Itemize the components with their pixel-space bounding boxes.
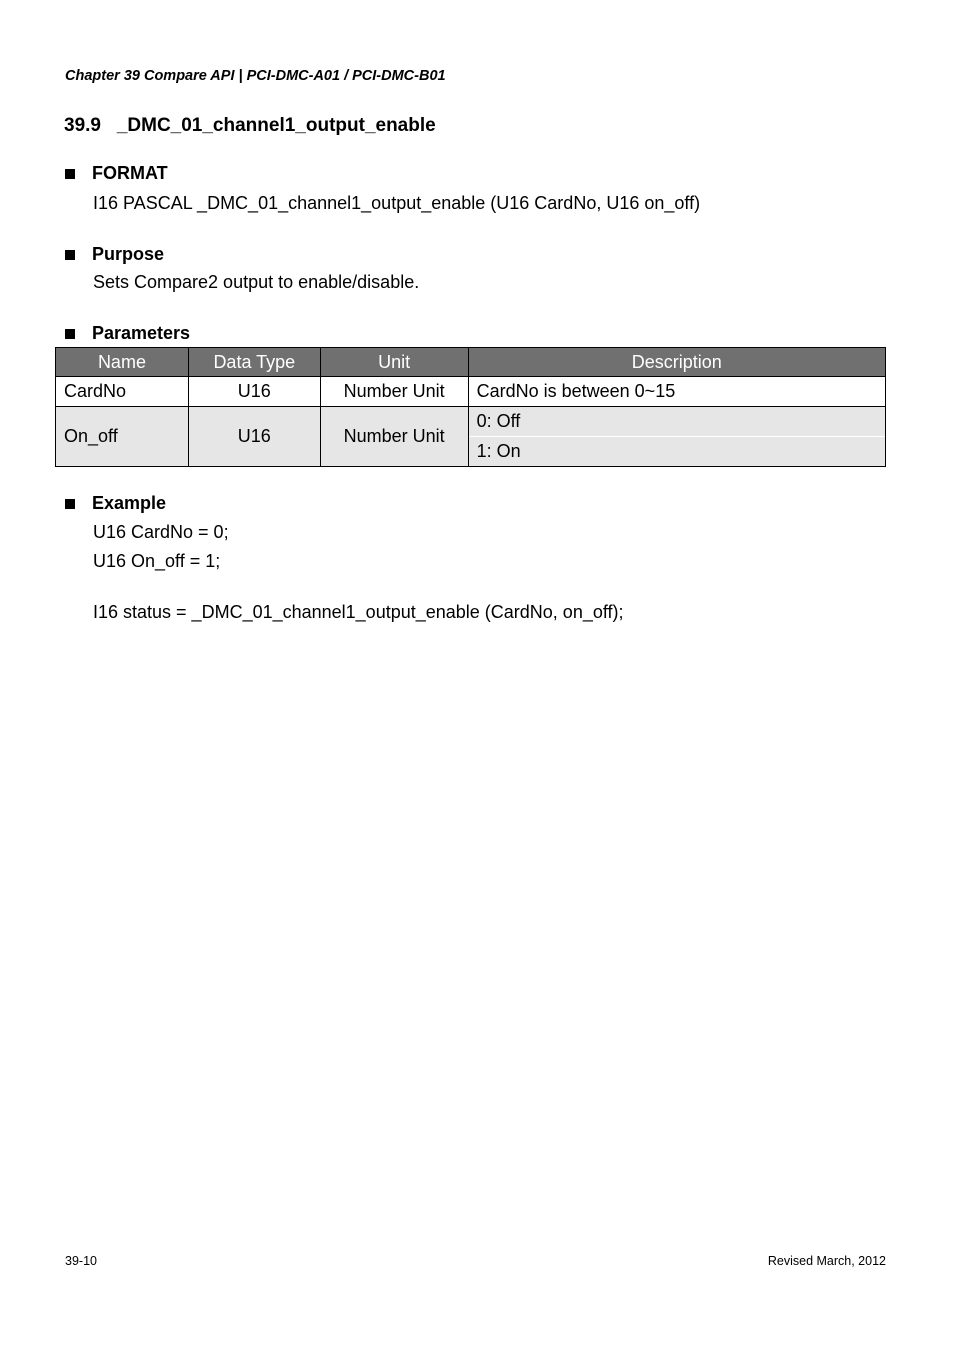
format-heading-label: FORMAT (92, 163, 168, 183)
example-heading-label: Example (92, 493, 167, 513)
param-description (468, 407, 885, 467)
chapter-header: Chapter 39 Compare API | PCI-DMC-A01 / PCI-DMC-B01 (65, 68, 446, 84)
param-unit: Number Unit (320, 377, 468, 407)
param-name: On_off (56, 407, 189, 467)
parameters-heading-label: Parameters (92, 323, 191, 343)
param-unit: Number Unit (320, 407, 468, 467)
example-call-line: I16 status = _DMC_01_channel1_output_enable (CardNo, on_off); (93, 602, 624, 622)
param-description: CardNo is between 0~15 (468, 377, 885, 407)
section-title (64, 115, 436, 137)
purpose-heading (65, 244, 164, 265)
table-header-row (56, 348, 886, 377)
column-header-name: Name (56, 348, 189, 377)
purpose-text: Sets Compare2 output to enable/disable. (93, 272, 420, 292)
table-row (56, 377, 886, 407)
param-description-line: 0: Off (476, 411, 521, 431)
parameters-table (55, 347, 886, 467)
bullet-square-icon (65, 329, 75, 339)
example-heading (65, 493, 166, 514)
example-code-line: U16 CardNo = 0; (93, 522, 229, 542)
format-text: I16 PASCAL _DMC_01_channel1_output_enable (U16 CardNo, U16 on_off) (93, 193, 701, 213)
bullet-square-icon (65, 499, 75, 509)
param-description-line: 1: On (469, 436, 885, 466)
table-row (56, 407, 886, 467)
revision-date: Revised March, 2012 (767, 1254, 886, 1268)
param-name: CardNo (56, 377, 189, 407)
section-name: _DMC_01_channel1_output_enable (116, 115, 436, 136)
page-number: 39-10 (65, 1254, 97, 1268)
purpose-heading-label: Purpose (92, 244, 165, 264)
parameters-heading (65, 323, 190, 344)
param-type: U16 (188, 377, 320, 407)
bullet-square-icon (65, 169, 75, 179)
format-heading (65, 163, 168, 184)
column-header-description: Description (468, 348, 885, 377)
example-code-line: U16 On_off = 1; (93, 551, 221, 571)
column-header-data-type: Data Type (188, 348, 320, 377)
section-number: 39.9 (64, 115, 101, 136)
bullet-square-icon (65, 250, 75, 260)
column-header-unit: Unit (320, 348, 468, 377)
param-type: U16 (188, 407, 320, 467)
